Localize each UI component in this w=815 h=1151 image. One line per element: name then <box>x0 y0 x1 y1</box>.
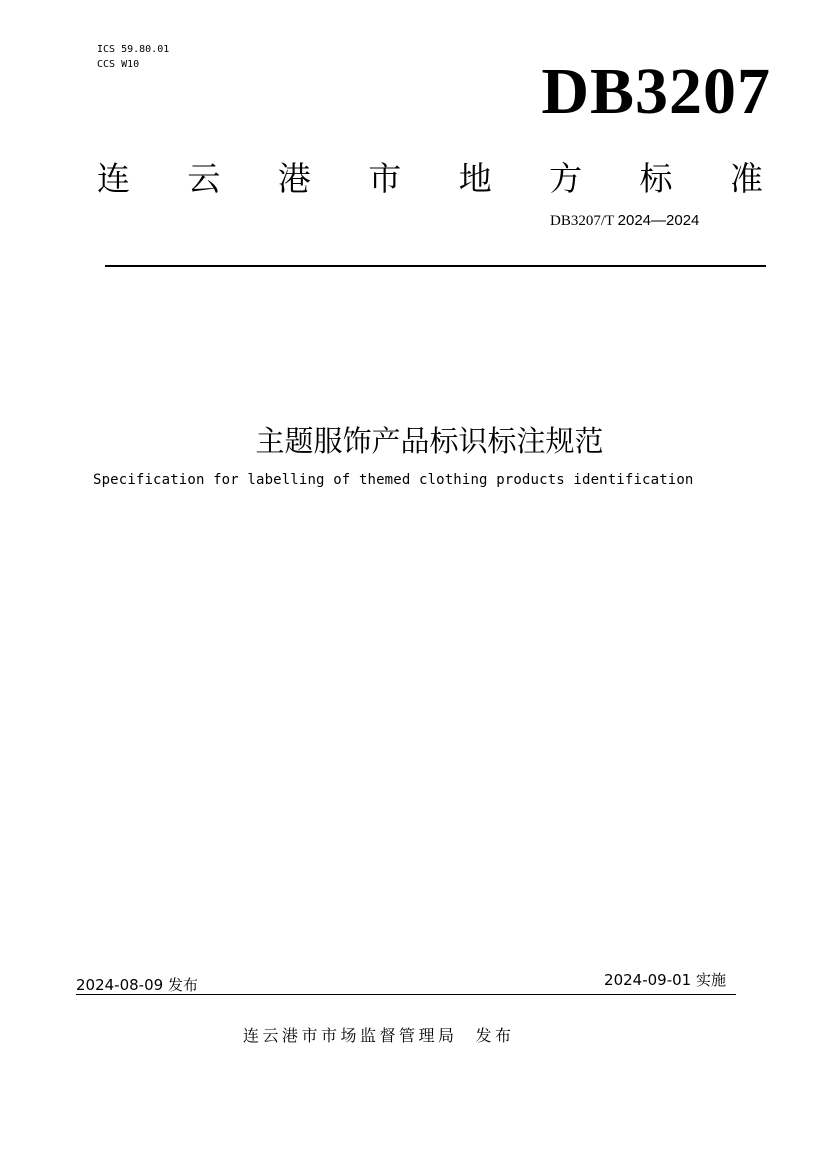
standard-type-char: 市 <box>368 159 402 198</box>
publisher-action: 发布 <box>475 1026 515 1045</box>
ccs-code: CCS W10 <box>97 59 140 70</box>
document-title-chinese: 主题服饰产品标识标注规范 <box>255 424 604 458</box>
classification-codes <box>97 42 169 72</box>
header-divider <box>105 265 766 267</box>
standard-number-prefix: DB3207/T <box>550 213 618 229</box>
publisher-line <box>243 1025 515 1047</box>
standard-type-heading <box>97 157 763 201</box>
standard-type-char: 方 <box>549 159 583 198</box>
document-title-english: Specification for labelling of themed clothing products identification <box>93 472 694 488</box>
standard-type-char: 地 <box>458 159 492 198</box>
standard-type-char: 港 <box>277 159 311 198</box>
standard-type-char: 连 <box>97 159 130 198</box>
issue-date: 2024-08-09 发布 <box>76 976 198 994</box>
standard-type-char: 准 <box>729 159 763 198</box>
standard-type-char: 云 <box>187 159 221 198</box>
standard-number <box>550 210 699 231</box>
publisher-name: 连云港市市场监督管理局 <box>243 1026 458 1045</box>
footer-divider <box>76 994 736 995</box>
standard-type-char: 标 <box>639 159 673 198</box>
implementation-date: 2024-09-01 实施 <box>604 971 726 989</box>
standard-number-year: 2024—2024 <box>617 212 700 229</box>
standard-code: DB3207 <box>541 55 771 128</box>
ics-code: ICS 59.80.01 <box>97 44 170 55</box>
